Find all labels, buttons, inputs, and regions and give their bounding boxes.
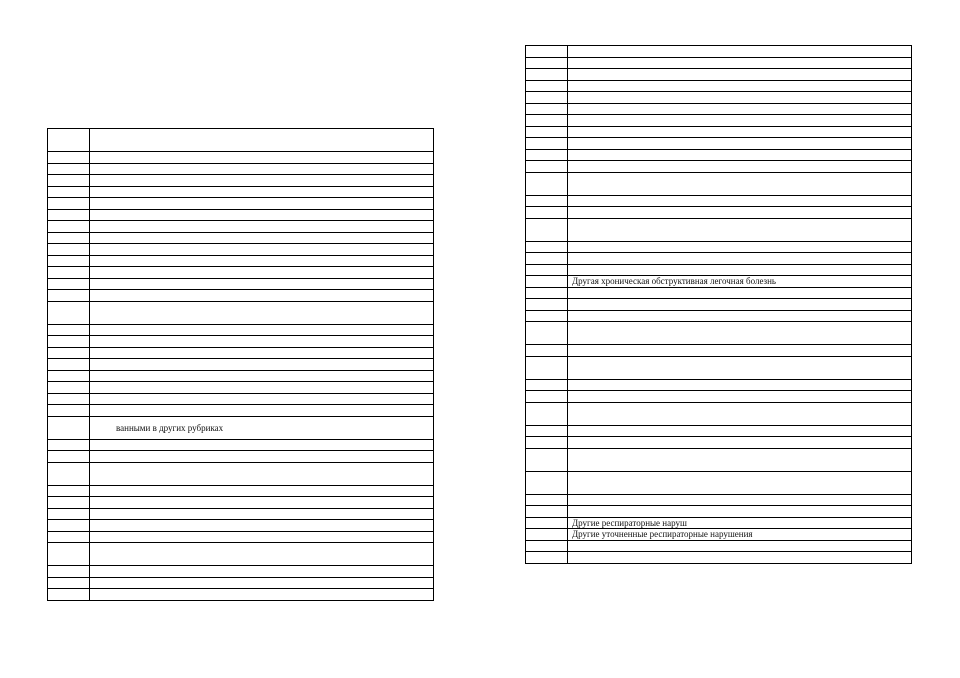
description-cell — [568, 322, 912, 345]
description-cell — [568, 207, 912, 219]
table-row — [526, 356, 912, 379]
code-cell — [48, 255, 90, 267]
code-cell — [48, 382, 90, 394]
description-cell — [568, 402, 912, 425]
description-cell — [568, 552, 912, 564]
table-row — [526, 264, 912, 276]
description-cell — [90, 244, 434, 256]
table-row — [526, 345, 912, 357]
left-table-body — [48, 129, 434, 601]
code-cell — [526, 46, 568, 58]
table-row — [526, 126, 912, 138]
code-cell — [48, 439, 90, 451]
code-cell — [48, 244, 90, 256]
description-cell — [568, 138, 912, 150]
description-cell — [90, 347, 434, 359]
description-cell — [568, 46, 912, 58]
table-row — [48, 163, 434, 175]
code-cell — [48, 405, 90, 417]
description-cell — [90, 485, 434, 497]
table-row — [48, 416, 434, 439]
table-row — [48, 267, 434, 279]
table-row — [48, 324, 434, 336]
description-cell — [568, 425, 912, 437]
code-cell — [48, 520, 90, 532]
code-cell — [526, 506, 568, 518]
table-row — [48, 508, 434, 520]
table-row — [526, 448, 912, 471]
code-cell — [526, 552, 568, 564]
table-row — [526, 391, 912, 403]
description-cell — [568, 195, 912, 207]
table-row — [48, 566, 434, 578]
description-cell — [90, 451, 434, 463]
code-cell — [48, 278, 90, 290]
table-row — [526, 437, 912, 449]
table-row — [48, 175, 434, 187]
table-row — [526, 529, 912, 541]
code-cell — [48, 359, 90, 371]
table-row — [48, 278, 434, 290]
table-row — [526, 103, 912, 115]
description-cell — [90, 267, 434, 279]
table-row — [48, 232, 434, 244]
left-page-table — [47, 128, 434, 601]
description-cell — [568, 253, 912, 265]
table-row — [48, 577, 434, 589]
description-cell — [90, 393, 434, 405]
code-cell — [48, 393, 90, 405]
description-cell — [568, 379, 912, 391]
description-cell — [568, 103, 912, 115]
description-cell — [90, 566, 434, 578]
description-cell — [90, 290, 434, 302]
description-cell — [90, 129, 434, 152]
code-cell — [526, 241, 568, 253]
table-row — [526, 471, 912, 494]
code-cell — [526, 138, 568, 150]
description-cell — [568, 356, 912, 379]
table-row — [526, 218, 912, 241]
table-row — [526, 69, 912, 81]
code-cell — [48, 198, 90, 210]
table-row — [48, 186, 434, 198]
description-cell — [90, 589, 434, 601]
description-cell — [568, 494, 912, 506]
table-row — [526, 517, 912, 529]
table-row — [48, 520, 434, 532]
table-row — [526, 46, 912, 58]
code-cell — [48, 129, 90, 152]
description-cell — [568, 149, 912, 161]
description-cell — [568, 506, 912, 518]
code-cell — [526, 471, 568, 494]
table-row — [48, 359, 434, 371]
table-row — [526, 299, 912, 311]
code-cell — [48, 347, 90, 359]
table-row — [48, 209, 434, 221]
table-row — [48, 462, 434, 485]
table-row — [526, 287, 912, 299]
code-cell — [526, 287, 568, 299]
code-cell — [526, 69, 568, 81]
description-cell — [90, 405, 434, 417]
code-cell — [526, 276, 568, 288]
table-row — [526, 540, 912, 552]
table-row — [48, 405, 434, 417]
code-cell — [48, 370, 90, 382]
code-cell — [526, 195, 568, 207]
right-table-body — [526, 46, 912, 564]
code-cell — [526, 57, 568, 69]
table-row — [526, 402, 912, 425]
description-cell — [568, 172, 912, 195]
code-cell — [526, 207, 568, 219]
table-row — [526, 207, 912, 219]
description-cell — [90, 531, 434, 543]
table-row — [526, 494, 912, 506]
description-cell — [568, 218, 912, 241]
code-cell — [48, 209, 90, 221]
table-row — [526, 195, 912, 207]
table-row — [48, 439, 434, 451]
table-row — [526, 379, 912, 391]
code-cell — [526, 161, 568, 173]
table-row — [48, 198, 434, 210]
code-cell — [48, 497, 90, 509]
description-cell — [568, 69, 912, 81]
table-row — [48, 531, 434, 543]
code-cell — [526, 356, 568, 379]
table-row — [526, 425, 912, 437]
table-row — [526, 115, 912, 127]
code-cell — [526, 448, 568, 471]
description-cell — [568, 437, 912, 449]
description-cell — [568, 115, 912, 127]
code-cell — [526, 379, 568, 391]
code-cell — [526, 218, 568, 241]
description-cell — [568, 299, 912, 311]
code-cell — [526, 540, 568, 552]
table-row — [48, 347, 434, 359]
code-cell — [526, 391, 568, 403]
table-row — [48, 244, 434, 256]
code-cell — [48, 152, 90, 164]
code-cell — [526, 299, 568, 311]
description-cell — [90, 255, 434, 267]
description-cell — [568, 264, 912, 276]
table-row — [48, 336, 434, 348]
table-row — [48, 589, 434, 601]
code-cell — [526, 115, 568, 127]
code-cell — [48, 267, 90, 279]
description-cell — [90, 186, 434, 198]
description-cell — [90, 198, 434, 210]
description-cell — [568, 471, 912, 494]
code-cell — [48, 531, 90, 543]
description-cell — [568, 391, 912, 403]
table-row — [48, 301, 434, 324]
code-cell — [48, 508, 90, 520]
table-row — [526, 241, 912, 253]
table-row — [48, 129, 434, 152]
table-row — [48, 290, 434, 302]
description-cell — [90, 577, 434, 589]
table-row — [526, 149, 912, 161]
description-cell — [90, 462, 434, 485]
description-cell — [90, 359, 434, 371]
description-cell — [90, 301, 434, 324]
description-cell — [90, 163, 434, 175]
description-cell — [90, 232, 434, 244]
table-row — [48, 485, 434, 497]
description-cell — [568, 310, 912, 322]
code-cell — [526, 322, 568, 345]
code-cell — [48, 566, 90, 578]
code-cell — [526, 126, 568, 138]
description-cell — [90, 152, 434, 164]
code-cell — [526, 517, 568, 529]
table-row — [48, 451, 434, 463]
code-cell — [48, 175, 90, 187]
table-row — [526, 310, 912, 322]
code-cell — [526, 172, 568, 195]
code-cell — [48, 290, 90, 302]
description-cell — [568, 241, 912, 253]
description-cell — [568, 57, 912, 69]
description-cell: Другие уточненные респираторные нарушения — [568, 529, 912, 541]
table-row — [526, 552, 912, 564]
description-cell — [90, 508, 434, 520]
description-cell — [568, 287, 912, 299]
description-cell — [90, 520, 434, 532]
code-cell — [48, 543, 90, 566]
description-cell — [90, 370, 434, 382]
table-row — [48, 370, 434, 382]
description-cell: Другие респираторные наруш — [568, 517, 912, 529]
table-row — [48, 497, 434, 509]
code-cell — [48, 485, 90, 497]
table-row — [526, 92, 912, 104]
code-cell — [526, 149, 568, 161]
description-cell — [90, 543, 434, 566]
table-row — [526, 172, 912, 195]
table-row — [526, 276, 912, 288]
code-cell — [526, 103, 568, 115]
code-cell — [526, 253, 568, 265]
table-row — [526, 253, 912, 265]
description-cell: ванными в других рубриках — [90, 416, 434, 439]
table-row — [48, 152, 434, 164]
code-cell — [48, 589, 90, 601]
code-cell — [48, 462, 90, 485]
code-cell — [48, 451, 90, 463]
table-row — [526, 322, 912, 345]
code-cell — [48, 324, 90, 336]
code-cell — [48, 163, 90, 175]
table-row — [526, 161, 912, 173]
code-cell — [526, 92, 568, 104]
description-cell — [90, 209, 434, 221]
code-cell — [48, 577, 90, 589]
description-cell — [568, 345, 912, 357]
description-cell — [90, 336, 434, 348]
description-cell — [90, 221, 434, 233]
code-cell — [526, 425, 568, 437]
code-cell — [48, 416, 90, 439]
description-cell — [90, 324, 434, 336]
code-cell — [48, 336, 90, 348]
description-cell — [568, 80, 912, 92]
description-cell — [568, 92, 912, 104]
table-row — [526, 506, 912, 518]
table-row — [526, 80, 912, 92]
description-cell — [90, 497, 434, 509]
code-cell — [48, 221, 90, 233]
code-cell — [526, 402, 568, 425]
code-cell — [526, 529, 568, 541]
code-cell — [526, 264, 568, 276]
description-cell — [90, 278, 434, 290]
description-cell — [568, 540, 912, 552]
description-cell — [568, 448, 912, 471]
table-row — [48, 393, 434, 405]
code-cell — [526, 437, 568, 449]
description-cell: Другая хроническая обструктивная легочная болезнь — [568, 276, 912, 288]
description-cell — [90, 439, 434, 451]
code-cell — [526, 310, 568, 322]
table-row — [48, 543, 434, 566]
code-cell — [526, 345, 568, 357]
right-page-table — [525, 45, 912, 564]
code-cell — [526, 494, 568, 506]
description-cell — [568, 126, 912, 138]
table-row — [526, 57, 912, 69]
code-cell — [48, 232, 90, 244]
code-cell — [48, 186, 90, 198]
description-cell — [568, 161, 912, 173]
table-row — [48, 255, 434, 267]
table-row — [526, 138, 912, 150]
code-cell — [48, 301, 90, 324]
description-cell — [90, 175, 434, 187]
table-row — [48, 221, 434, 233]
table-row — [48, 382, 434, 394]
code-cell — [526, 80, 568, 92]
description-cell — [90, 382, 434, 394]
